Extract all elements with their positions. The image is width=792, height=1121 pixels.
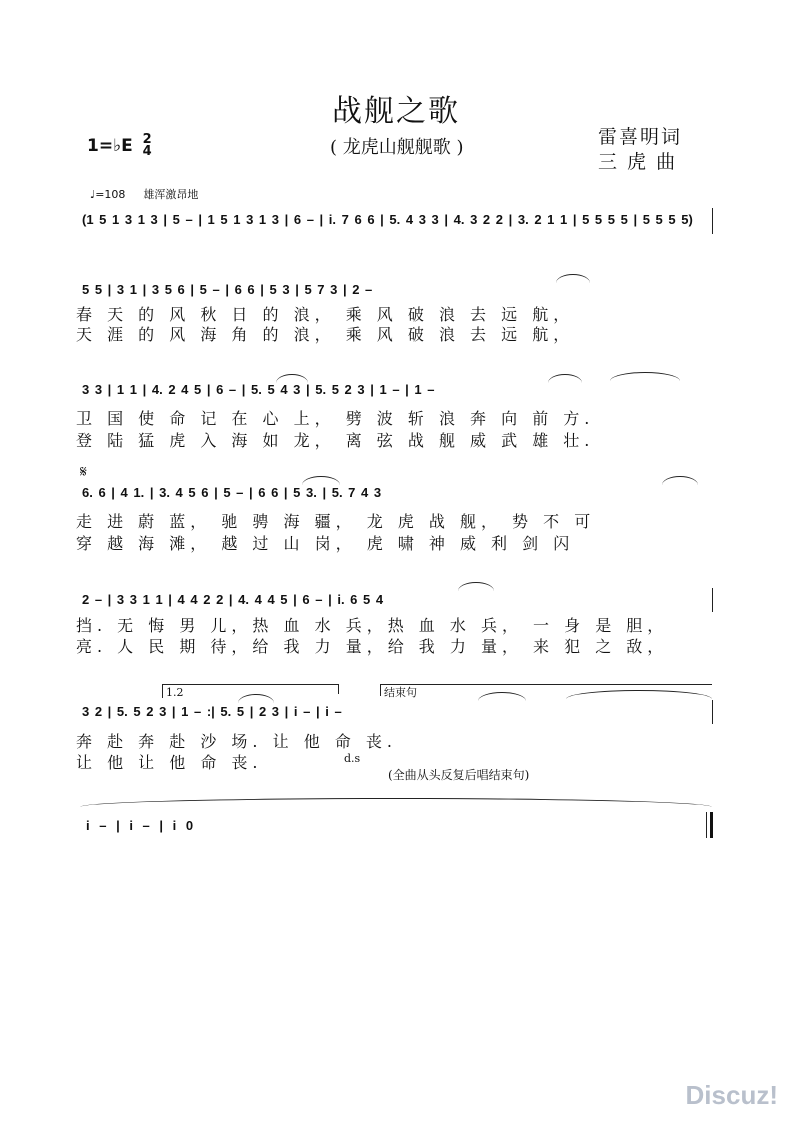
tempo-marking xyxy=(90,186,198,202)
volta-bracket-right xyxy=(338,684,339,694)
lyricist-credit: 雷喜明词 xyxy=(598,126,683,148)
system-5-notes: 2 – | 3 3 1 1 | 4 4 2 2 | 4. 4 4 5 | 6 – | i. 6 5 4 xyxy=(82,592,384,607)
system-5-lyric-2: 亮. 人 民 期 待，给 我 力 量，给 我 力 量， 来 犯 之 敌， xyxy=(76,637,669,656)
song-subtitle: ( 龙虎山舰舰歌 ) xyxy=(330,137,464,158)
slur xyxy=(556,274,590,283)
time-signature xyxy=(143,134,152,158)
slur xyxy=(458,582,494,591)
final-barline-thin xyxy=(706,812,707,838)
song-title: 战舰之歌 xyxy=(332,94,460,129)
system-2-notes: 5 5 | 3 1 | 3 5 6 | 5 – | 6 6 | 5 3 | 5 7 3 | 2 – xyxy=(82,282,373,297)
system-4-notes: 6. 6 | 4 1. | 3. 4 5 6 | 5 – | 6 6 | 5 3. | 5. 7 4 3 xyxy=(82,485,382,500)
system-1-notes: (1 5 1 3 1 3 | 5 – | 1 5 1 3 1 3 | 6 – | i. 7 6 6 | 5. 4 3 3 | 4. 3 2 2 | 3. 2 1 1 | 5 5 5 5 | 5 5 5 5) xyxy=(82,212,693,227)
time-sig-bottom: 4 xyxy=(142,144,152,159)
footnote: (全曲从头反复后唱结束句) xyxy=(388,768,530,782)
volta-number: 1.2 xyxy=(166,686,184,699)
system-6-notes: 3 2 | 5. 5 2 3 | 1 – :| 5. 5 | 2 3 | i – | i – xyxy=(82,704,342,719)
system-4-lyric-1: 走 进 蔚 蓝， 驰 骋 海 疆， 龙 虎 战 舰， 势 不 可 xyxy=(76,512,596,531)
tie xyxy=(80,798,712,807)
tie xyxy=(610,372,680,381)
system-4-lyric-2: 穿 越 海 滩， 越 过 山 岗， 虎 啸 神 威 利 剑 闪 xyxy=(76,534,575,553)
dal-segno: d.s xyxy=(344,752,361,765)
system-3-lyric-2: 登 陆 猛 虎 入 海 如 龙， 离 弦 战 舰 威 武 雄 壮. xyxy=(76,431,595,450)
system-6-lyric-2: 让 他 让 他 命 丧. xyxy=(76,753,263,772)
system-3-lyric-1: 卫 国 使 命 记 在 心 上， 劈 波 斩 浪 奔 向 前 方. xyxy=(76,409,595,428)
time-sig-top: 2 xyxy=(142,132,152,147)
slur xyxy=(276,374,308,383)
ending-label: 结束句 xyxy=(384,686,417,699)
slur xyxy=(548,374,582,383)
watermark-logo: Discuz! xyxy=(685,1080,778,1110)
slur xyxy=(302,476,340,485)
barline xyxy=(712,588,713,612)
tempo-value: ♩=108 xyxy=(90,188,126,201)
volta-bracket-left xyxy=(162,684,163,698)
expression-marking: 雄浑激昂地 xyxy=(143,188,199,201)
segno-sign: 𝄋 xyxy=(80,462,87,481)
barline xyxy=(712,208,713,234)
system-6-lyric-1: 奔 赴 奔 赴 沙 场. 让 他 命 丧. xyxy=(76,732,397,751)
system-3-notes: 3 3 | 1 1 | 4. 2 4 5 | 6 – | 5. 5 4 3 | 5. 5 2 3 | 1 – | 1 – xyxy=(82,382,435,397)
system-5-lyric-1: 挡. 无 悔 男 儿，热 血 水 兵，热 血 水 兵， 一 身 是 胆， xyxy=(76,616,669,635)
system-2-lyric-2: 天 涯 的 风 海 角 的 浪， 乘 风 破 浪 去 远 航， xyxy=(76,325,575,344)
composer-credit: 三 虎 曲 xyxy=(598,151,678,173)
tie xyxy=(566,690,712,699)
system-2-lyric-1: 春 天 的 风 秋 日 的 浪， 乘 风 破 浪 去 远 航， xyxy=(76,305,575,324)
key-signature xyxy=(87,134,152,158)
slur xyxy=(238,694,274,703)
final-barline-thick xyxy=(710,812,713,838)
volta-bracket xyxy=(162,684,338,685)
ending-bracket xyxy=(380,684,712,685)
ending-bracket-left xyxy=(380,684,381,696)
slur xyxy=(662,476,698,485)
key-label: 1=♭E xyxy=(87,136,133,156)
slur xyxy=(478,692,526,701)
system-7-notes: i – | i – | i 0 xyxy=(86,818,194,833)
barline xyxy=(712,700,713,724)
